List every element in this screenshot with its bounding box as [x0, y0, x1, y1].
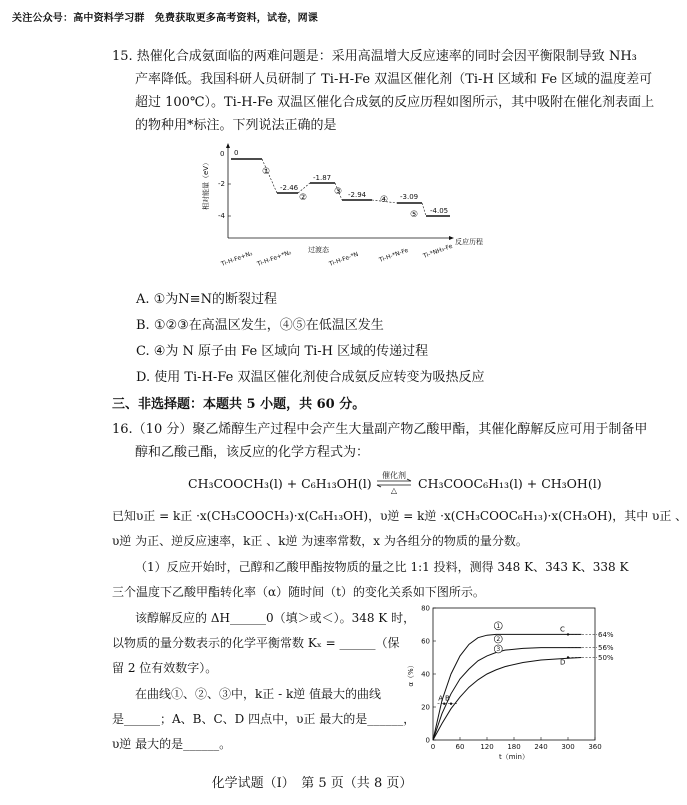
q16-blank-line-2: 以物质的量分数表示的化学平衡常数 Kₓ = ______（保	[112, 636, 400, 650]
q15-line-3: 超过 100℃）。Ti-H-Fe 双温区催化合成氨的反应历程如图所示，其中吸附在催化剂表面上	[135, 95, 655, 110]
point-a	[443, 703, 445, 705]
q15-option-d: D. 使用 Ti-H-Fe 双温区催化剂使合成氨反应转变为吸热反应	[136, 370, 485, 385]
y-tick-label: 0	[425, 736, 430, 745]
series-plateau-label-2: 56%	[598, 644, 614, 653]
section-title: 三、非选择题：本题共 5 小题，共 60 分。	[112, 397, 366, 412]
diagram-ytick-neg2: -2	[218, 180, 225, 188]
q15-line-1: 15. 热催化合成氨面临的两难问题是：采用高温增大反应速率的同时会因平衡限制导致 NH₃	[112, 49, 637, 64]
y-tick-label: 40	[421, 670, 430, 679]
q16-intro-2: 醇和乙酸己酯，该反应的化学方程式为：	[135, 445, 370, 460]
step-marker-1: ①	[262, 167, 271, 177]
conversion-chart	[405, 600, 615, 762]
species-label-2: Ti-H-Fe+*N₂	[256, 249, 293, 268]
q16-blank-line-6: υ逆 最大的是______。	[112, 737, 232, 751]
step-marker-3: ③	[334, 187, 343, 197]
point-b	[450, 703, 452, 705]
level-label-0: 0	[234, 149, 239, 157]
diagram-ytick-0: 0	[220, 150, 225, 158]
step-marker-2: ②	[299, 193, 308, 203]
q16-blank-line-4: 在曲线①、②、③中，k正 - k逆 值最大的曲线	[135, 687, 382, 701]
q16-intro-1: 16.（10 分）聚乙烯醇生产过程中会产生大量副产物乙酸甲酯，其催化醇解反应可用于制备甲	[112, 422, 648, 437]
step-marker-5: ⑤	[410, 210, 419, 220]
series-plateau-label-1: 64%	[598, 630, 614, 639]
point-label-b: B	[445, 694, 450, 703]
y-tick-label: 20	[421, 703, 430, 712]
y-tick-label: 60	[421, 637, 430, 646]
x-tick-label: 360	[588, 743, 602, 751]
chart-frame	[433, 608, 595, 740]
x-tick-label: 240	[534, 743, 548, 751]
point-label-c: C	[560, 625, 565, 634]
series-marker-label-2: 2	[496, 636, 501, 643]
species-label-5: Ti-H-*N-Fe	[378, 246, 410, 264]
q15-option-b: B. ①②③在高温区发生，④⑤在低温区发生	[136, 318, 384, 333]
q16-blank-line-1: 该醇解反应的 ΔH______0（填＞或＜）。348 K 时，	[135, 611, 416, 625]
x-tick-label: 300	[561, 743, 575, 751]
step-marker-4: ④	[380, 195, 389, 205]
point-c	[567, 633, 569, 635]
diagram-xlabel: 反应历程	[455, 238, 483, 246]
energy-profile-diagram	[200, 142, 490, 272]
page-header-notice: 关注公众号：高中资料学习群 免费获取更多高考资料，试卷，网课	[12, 13, 318, 24]
q15-option-a: A. ①为N≡N的断裂过程	[136, 292, 277, 307]
species-label-1: Ti-H-Fe+N₂	[220, 250, 254, 268]
point-label-d: D	[560, 658, 566, 667]
series-marker-label-3: 3	[496, 645, 501, 653]
q16-rate-line-2: υ逆 为正、逆反应速率，k正 、k逆 为速率常数，x 为各组分的物质的量分数。	[112, 534, 528, 548]
x-tick-label: 120	[480, 743, 494, 751]
page-footer: 化学试题（Ⅰ） 第 5 页（共 8 页）	[211, 776, 413, 791]
x-tick-label: 60	[455, 743, 465, 751]
level-label-5: -4.05	[430, 207, 449, 215]
q16-part1-line-2: 三个温度下乙酸甲酯转化率（α）随时间（t）的变化关系如下图所示。	[112, 585, 485, 599]
species-label-4: Ti-H-Fe-*N	[328, 250, 360, 268]
level-label-4: -3.09	[400, 193, 419, 201]
chemical-equation	[188, 470, 628, 494]
q16-rate-line-1: 已知υ正 = k正 ·x(CH₃COOCH₃)·x(C₆H₁₃OH)，υ逆 = k逆 ·x(CH₃COOC₆H₁₃)·x(CH₃OH)，其中 υ正 、	[112, 509, 687, 523]
q16-blank-line-3: 留 2 位有效数字）。	[112, 661, 218, 675]
species-label-3: 过渡态	[308, 246, 329, 254]
diagram-ylabel: 相对能量（eV）	[202, 158, 210, 210]
equation-right: CH₃COOC₆H₁₃(l) + CH₃OH(l)	[418, 476, 602, 491]
chart-ylabel: α（%）	[407, 661, 415, 687]
level-label-1: -2.46	[280, 184, 299, 192]
point-d	[567, 656, 569, 658]
level-label-2: -1.87	[313, 174, 332, 182]
q15-option-c: C. ④为 N 原子由 Fe 区域向 Ti-H 区域的传递过程	[136, 344, 429, 359]
equation-heat: △	[390, 486, 398, 495]
q16-blank-line-5: 是______；A、B、C、D 四点中，υ正 最大的是______，	[112, 712, 416, 726]
q16-part1-line-1: （1）反应开始时，己醇和乙酸甲酯按物质的量之比 1:1 投料，测得 348 K、343 K、338 K	[135, 560, 629, 574]
x-tick-label: 180	[507, 743, 521, 751]
equation-catalyst: 催化剂	[382, 471, 406, 480]
x-tick-label: 0	[430, 743, 436, 751]
q15-line-2: 产率降低。我国科研人员研制了 Ti-H-Fe 双温区催化剂（Ti-H 区域和 Fe 区域的温度差可	[135, 72, 653, 87]
series-line-3	[433, 658, 582, 741]
point-label-a: A	[438, 694, 444, 703]
series-plateau-label-3: 50%	[598, 654, 614, 662]
q15-line-4: 的物种用*标注。下列说法正确的是	[135, 118, 337, 133]
diagram-ytick-neg4: -4	[218, 212, 225, 220]
series-marker-label-1: 1	[496, 622, 501, 630]
y-tick-label: 80	[421, 604, 430, 613]
equation-left: CH₃COOCH₃(l) + C₆H₁₃OH(l)	[188, 476, 372, 491]
level-label-3: -2.94	[348, 191, 367, 199]
species-label-6: Ti-*NH₃-Fe	[422, 242, 454, 260]
chart-xlabel: t（min）	[499, 753, 529, 761]
